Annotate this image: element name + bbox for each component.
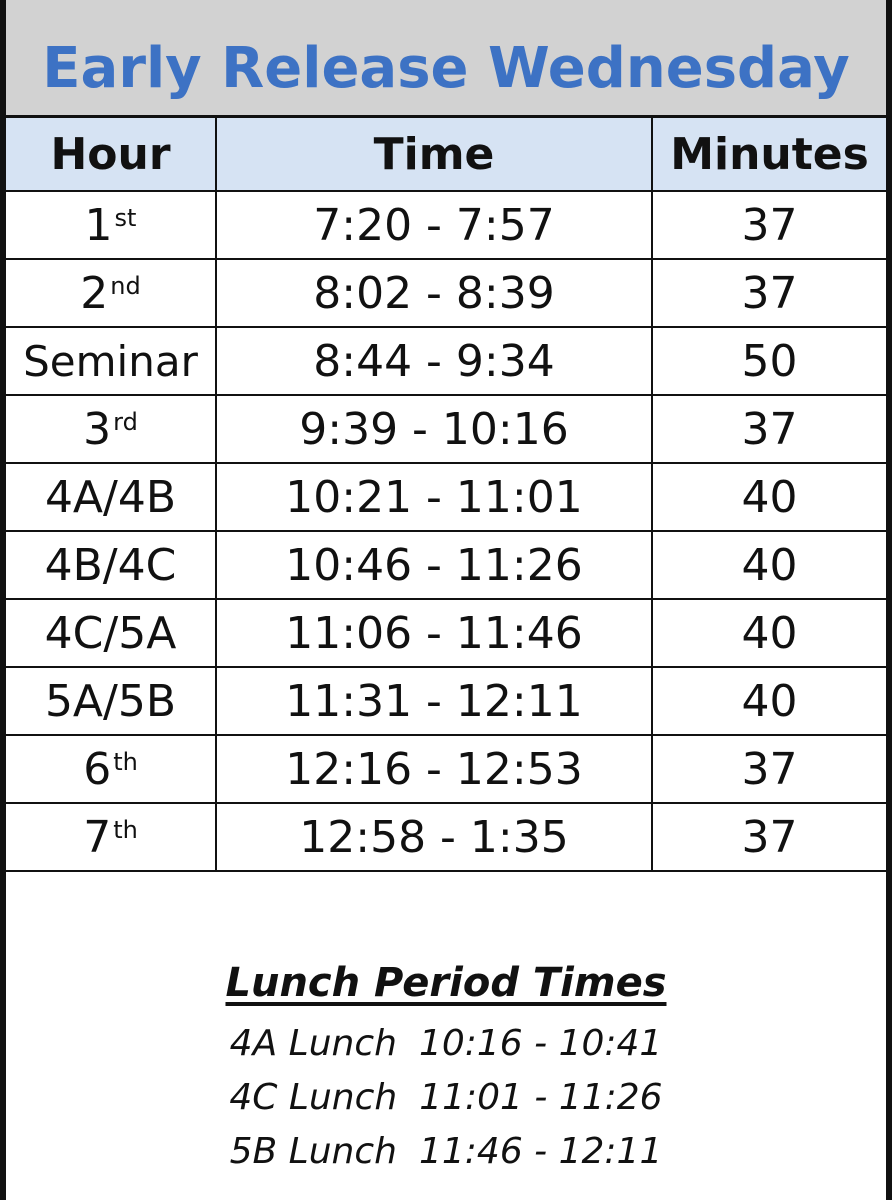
lunch-title: Lunch Period Times: [225, 960, 667, 1006]
table-row: [6, 803, 886, 871]
hour-cell: [6, 735, 216, 803]
hour-cell: [6, 667, 216, 735]
time-cell: 10:46 - 11:26: [216, 531, 652, 599]
hour-label: 4B/4C: [44, 539, 177, 591]
minutes-cell: 40: [652, 463, 886, 531]
time-cell: 12:16 - 12:53: [216, 735, 652, 803]
hour-label: 3: [83, 403, 112, 455]
minutes-cell: 40: [652, 667, 886, 735]
hour-suffix: st: [114, 203, 137, 232]
minutes-cell: 37: [652, 803, 886, 871]
hour-cell: [6, 395, 216, 463]
minutes-cell: 40: [652, 599, 886, 667]
hour-suffix: th: [113, 815, 138, 844]
lunch-item: [6, 1017, 886, 1071]
header-minutes: Minutes: [652, 118, 886, 191]
hour-label: 4A/4B: [44, 471, 177, 523]
lunch-item: [6, 1125, 886, 1179]
page-title: Early Release Wednesday: [42, 36, 850, 101]
table-row: [6, 667, 886, 735]
hour-suffix: rd: [113, 407, 138, 436]
minutes-cell: 37: [652, 395, 886, 463]
lunch-section: [6, 955, 886, 1179]
hour-cell: [6, 259, 216, 327]
table-row: [6, 191, 886, 259]
hour-cell: [6, 191, 216, 259]
time-cell: 7:20 - 7:57: [216, 191, 652, 259]
header-row: [6, 118, 886, 191]
hour-cell: [6, 463, 216, 531]
minutes-cell: 37: [652, 191, 886, 259]
hour-label: 1: [84, 199, 113, 251]
time-cell: 12:58 - 1:35: [216, 803, 652, 871]
minutes-cell: 40: [652, 531, 886, 599]
hour-label: 6: [83, 743, 112, 795]
hour-label: 4C/5A: [44, 607, 177, 659]
minutes-cell: 37: [652, 735, 886, 803]
hour-label: 5A/5B: [44, 675, 177, 727]
lunch-time: 11:01 - 11:26: [419, 1077, 663, 1118]
time-cell: 8:44 - 9:34: [216, 327, 652, 395]
hour-cell: [6, 599, 216, 667]
hour-label: 7: [83, 811, 112, 863]
time-cell: 11:06 - 11:46: [216, 599, 652, 667]
header-time: Time: [216, 118, 652, 191]
lunch-name: 4C Lunch: [229, 1077, 398, 1118]
lunch-name: 5B Lunch: [229, 1131, 397, 1172]
table-row: [6, 463, 886, 531]
table-row: [6, 599, 886, 667]
time-cell: 9:39 - 10:16: [216, 395, 652, 463]
hour-suffix: nd: [110, 271, 141, 300]
hour-label: Seminar: [23, 336, 198, 386]
minutes-cell: 50: [652, 327, 886, 395]
lunch-name: 4A Lunch: [229, 1023, 397, 1064]
table-row: [6, 395, 886, 463]
table-row: [6, 259, 886, 327]
title-bar: [6, 0, 886, 118]
minutes-cell: 37: [652, 259, 886, 327]
time-cell: 8:02 - 8:39: [216, 259, 652, 327]
time-cell: 10:21 - 11:01: [216, 463, 652, 531]
hour-suffix: th: [113, 747, 138, 776]
table-row: [6, 735, 886, 803]
header-hour: Hour: [6, 118, 216, 191]
hour-cell: [6, 531, 216, 599]
lunch-time: 10:16 - 10:41: [418, 1023, 663, 1064]
time-cell: 11:31 - 12:11: [216, 667, 652, 735]
hour-label: 2: [80, 267, 109, 319]
table-row: [6, 531, 886, 599]
table-row: [6, 327, 886, 395]
lunch-time: 11:46 - 12:11: [418, 1131, 663, 1172]
hour-cell: [6, 327, 216, 395]
hour-cell: [6, 803, 216, 871]
lunch-item: [6, 1071, 886, 1125]
schedule-table: [6, 118, 886, 872]
